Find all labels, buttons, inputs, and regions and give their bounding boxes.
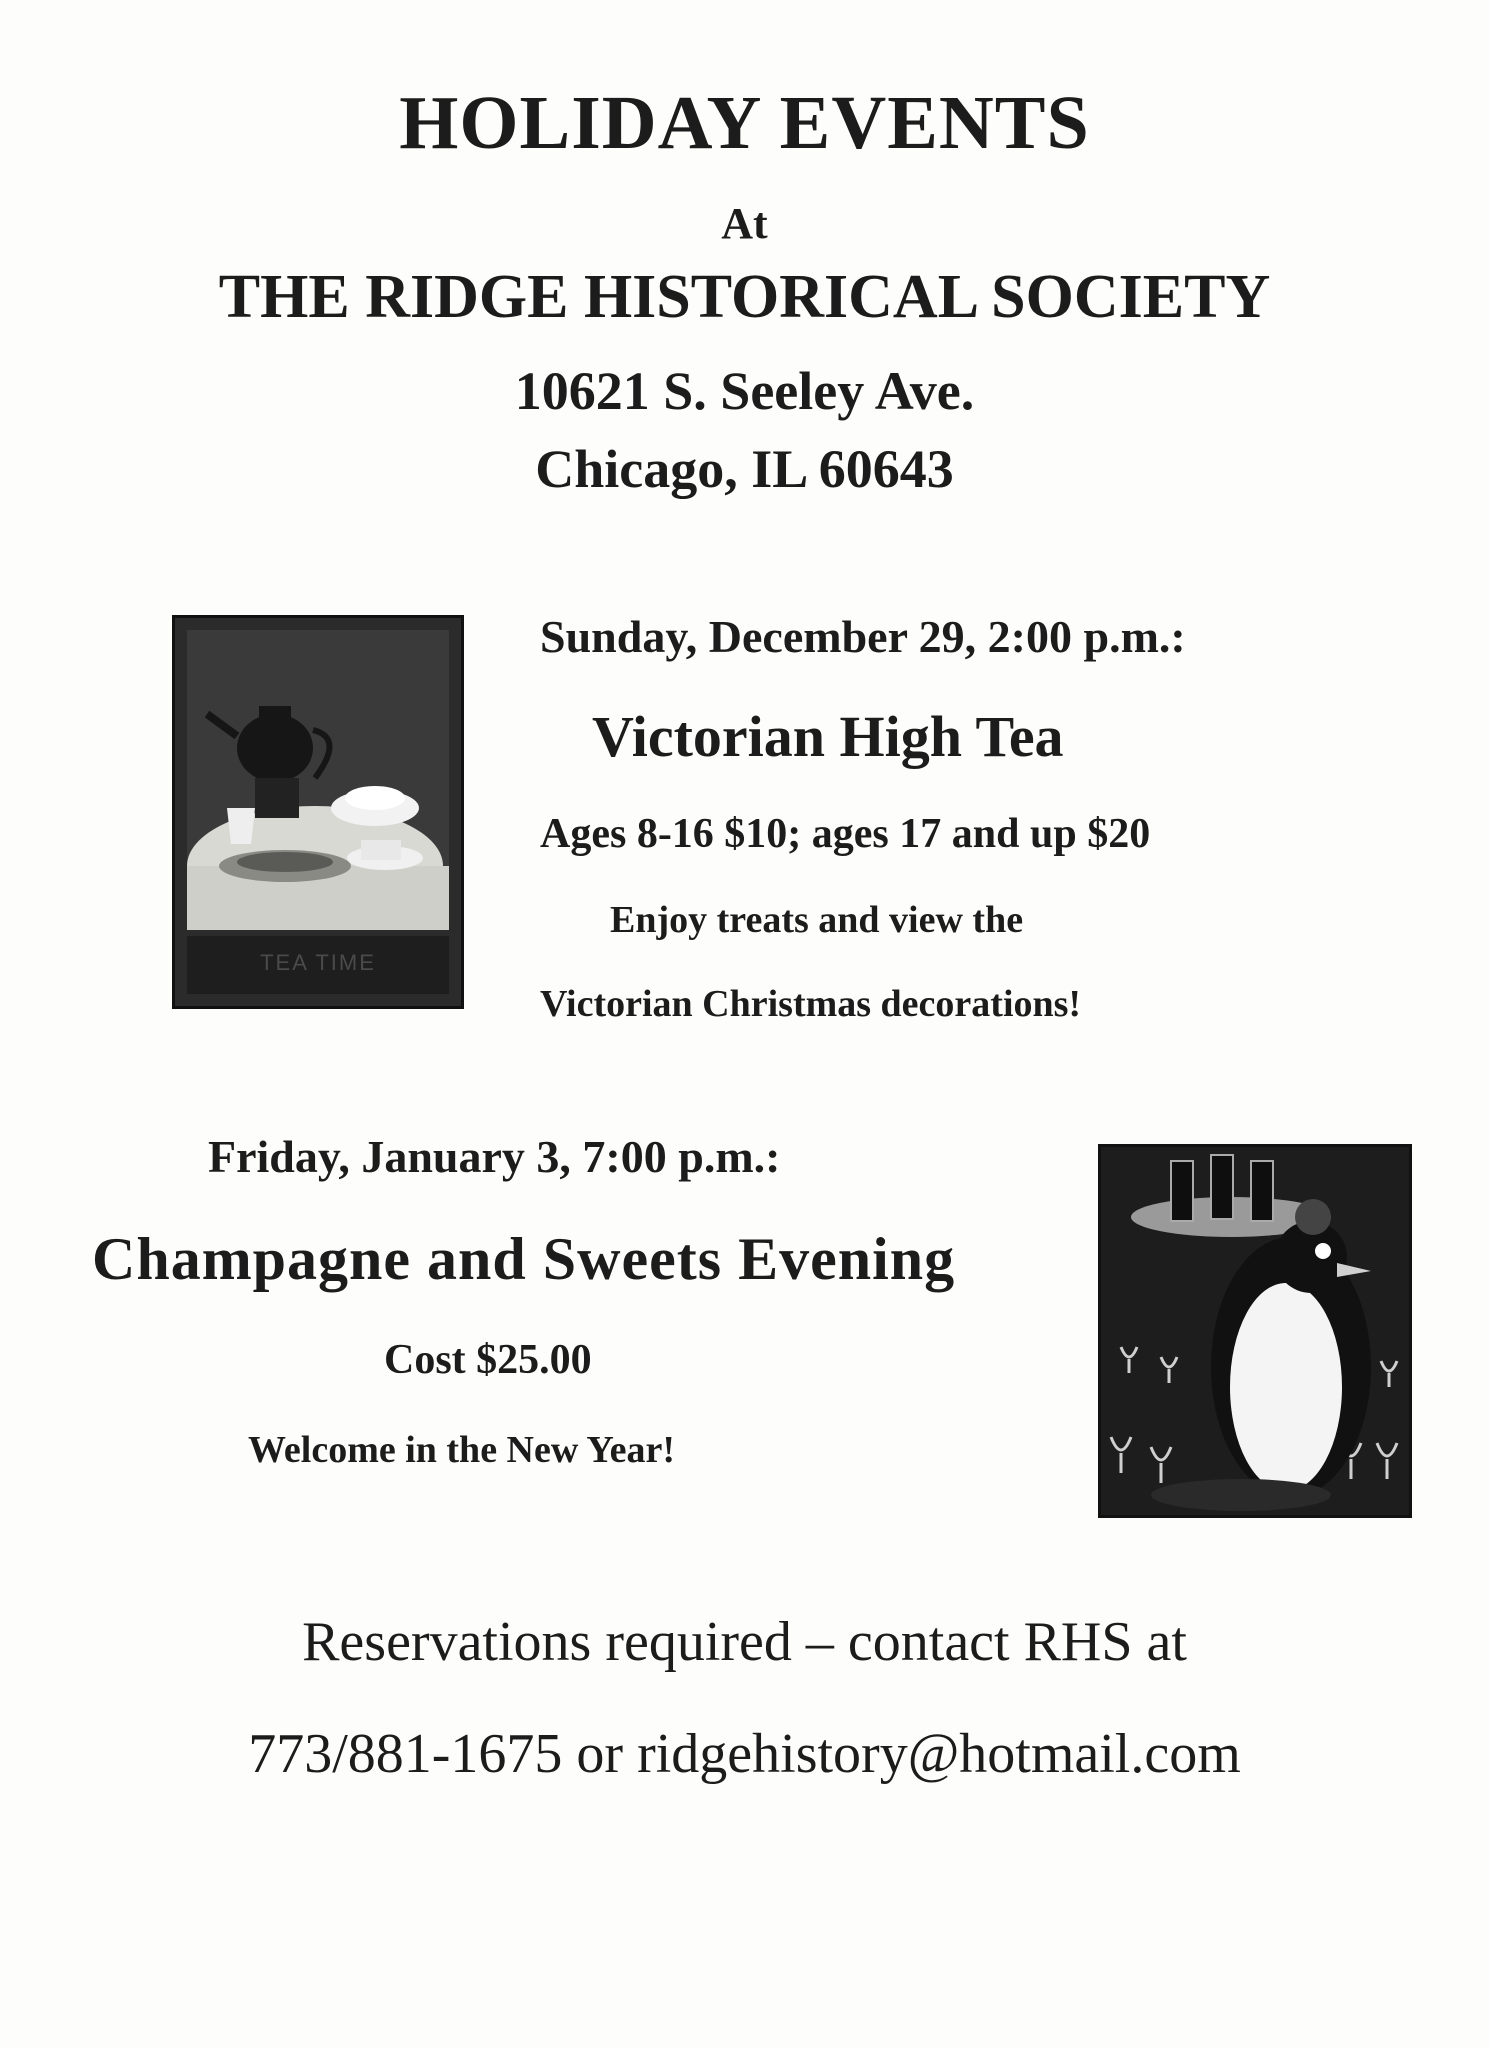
champagne-waiter-photo (1098, 1144, 1412, 1518)
event2-date: Friday, January 3, 7:00 p.m.: (208, 1131, 781, 1182)
page-title: HOLIDAY EVENTS (399, 81, 1090, 165)
event1-price: Ages 8-16 $10; ages 17 and up $20 (540, 811, 1151, 857)
reservations-note: Reservations required – contact RHS at (302, 1611, 1187, 1673)
event2-title: Champagne and Sweets Evening (92, 1226, 956, 1292)
event1-title: Victorian High Tea (592, 704, 1064, 769)
address-city: Chicago, IL 60643 (535, 439, 954, 499)
event1-description-line2: Victorian Christmas decorations! (540, 983, 1082, 1025)
at-label: At (721, 199, 768, 248)
event2-cost: Cost $25.00 (384, 1337, 592, 1383)
event1-description-line1: Enjoy treats and view the (610, 899, 1024, 941)
tea-time-photo (172, 615, 464, 1009)
society-name: THE RIDGE HISTORICAL SOCIETY (218, 263, 1271, 331)
event2-description: Welcome in the New Year! (248, 1429, 676, 1471)
event1-date: Sunday, December 29, 2:00 p.m.: (540, 611, 1186, 662)
tea-photo-caption: TEA TIME (260, 950, 376, 975)
contact-info: 773/881-1675 or ridgehistory@hotmail.com (248, 1723, 1241, 1785)
address-street: 10621 S. Seeley Ave. (514, 361, 975, 421)
